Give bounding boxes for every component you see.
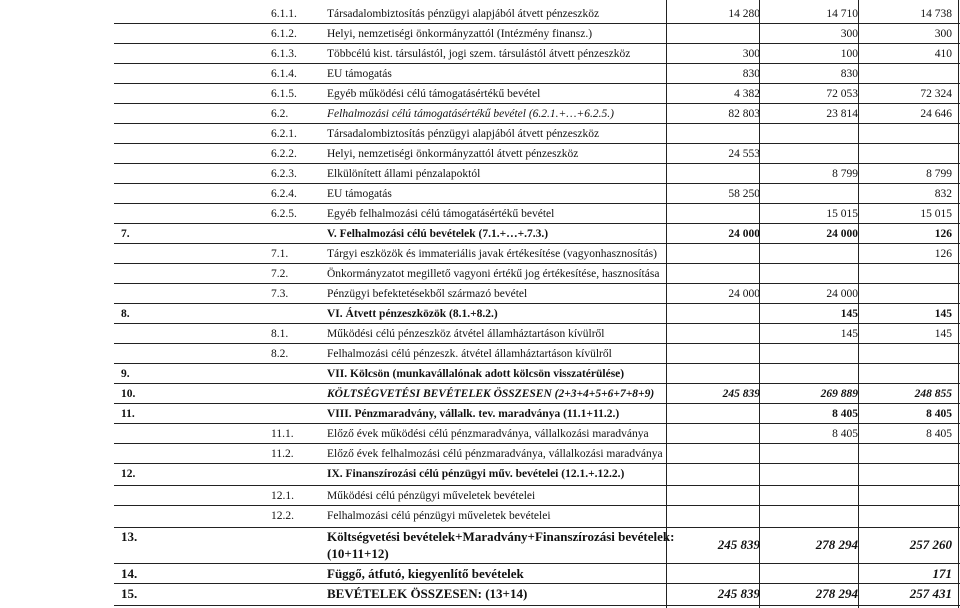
- row-label-continued: (10+11+12): [327, 546, 389, 561]
- row-code: 6.1.1.: [271, 8, 297, 20]
- table-row: [0, 284, 960, 304]
- row-label: Működési célú pénzeszköz átvétel államháztartáson kívülről: [327, 328, 605, 340]
- row-code: 6.2.5.: [271, 208, 297, 220]
- value-1: 82 803: [728, 108, 760, 120]
- value-3: 14 738: [920, 8, 952, 20]
- value-3: 171: [932, 566, 952, 581]
- table-row: [0, 84, 960, 104]
- row-divider: [114, 605, 960, 606]
- row-label: Pénzügyi befektetésekből származó bevétel: [327, 288, 528, 300]
- value-3: 410: [934, 48, 952, 60]
- row-label: Előző évek működési célú pénzmaradványa, vállalkozási maradványa: [327, 428, 649, 440]
- value-2: 278 294: [815, 537, 858, 552]
- row-label: Függő, átfutó, kiegyenlítő bevételek: [327, 566, 524, 581]
- value-1: 245 839: [722, 388, 760, 400]
- value-1: 24 553: [728, 148, 760, 160]
- table-row: [0, 528, 960, 564]
- value-2: 278 294: [815, 586, 858, 601]
- row-label: EU támogatás: [327, 68, 392, 80]
- value-2: 8 405: [832, 428, 858, 440]
- row-label: V. Felhalmozási célú bevételek (7.1.+…+.7.3.): [327, 228, 549, 240]
- value-2: 24 000: [826, 228, 858, 240]
- value-1: 4 382: [734, 88, 760, 100]
- value-1: 14 280: [728, 8, 760, 20]
- row-code: 6.1.3.: [271, 48, 297, 60]
- row-label: IX. Finanszírozási célú pénzügyi műv. bevételei (12.1.+.12.2.): [327, 468, 625, 480]
- table-row: [0, 304, 960, 324]
- row-code: 7.3.: [271, 288, 289, 300]
- value-2: 830: [840, 68, 858, 80]
- table-row: [0, 124, 960, 144]
- table-row: [0, 404, 960, 424]
- row-label: BEVÉTELEK ÖSSZESEN: (13+14): [327, 586, 528, 601]
- row-label: Társadalombiztosítás pénzügyi alapjából átvett pénzeszköz: [327, 8, 600, 20]
- value-3: 24 646: [920, 108, 952, 120]
- row-label: Előző évek felhalmozási célú pénzmaradványa, vállalkozási maradványa: [327, 448, 663, 460]
- value-2: 100: [840, 48, 858, 60]
- value-3: 145: [934, 328, 952, 340]
- row-label: VIII. Pénzmaradvány, vállalk. tev. maradványa (11.1+11.2.): [327, 408, 620, 420]
- value-3: 145: [934, 308, 952, 320]
- table-row: [0, 224, 960, 244]
- row-label: Társadalombiztosítás pénzügyi alapjából átvett pénzeszköz: [327, 128, 600, 140]
- value-2: 300: [840, 28, 858, 40]
- value-2: 24 000: [826, 288, 858, 300]
- row-code: 7.2.: [271, 268, 289, 280]
- row-number: 13.: [121, 529, 138, 544]
- table-row: [0, 44, 960, 64]
- value-1: 300: [742, 48, 760, 60]
- row-label: Elkülönített állami pénzalapoktól: [327, 168, 481, 180]
- value-3: 8 405: [926, 408, 952, 420]
- table-row: [0, 264, 960, 284]
- row-code: 6.2.: [271, 108, 289, 120]
- row-label: Egyéb felhalmozási célú támogatásértékű bevétel: [327, 208, 555, 220]
- table-row: [0, 364, 960, 384]
- row-code: 6.2.3.: [271, 168, 297, 180]
- table-row: [0, 4, 960, 24]
- table-row: [0, 64, 960, 84]
- table-row: [0, 384, 960, 404]
- row-label: Helyi, nemzetiségi önkormányzattól (Intézmény finansz.): [327, 28, 593, 40]
- row-label: Működési célú pénzügyi műveletek bevételei: [327, 490, 536, 502]
- table-row: [0, 324, 960, 344]
- row-label: VII. Kölcsön (munkavállalónak adott kölcsön visszatérülése): [327, 368, 625, 380]
- value-2: 8 405: [832, 408, 858, 420]
- row-code: 8.1.: [271, 328, 289, 340]
- table-row: [0, 444, 960, 464]
- value-2: 269 889: [820, 388, 858, 400]
- row-label: Tárgyi eszközök és immateriális javak értékesítése (vagyonhasznosítás): [327, 248, 657, 260]
- value-1: 24 000: [728, 288, 760, 300]
- row-label: EU támogatás: [327, 188, 392, 200]
- table-row: [0, 244, 960, 264]
- value-1: 245 839: [717, 537, 760, 552]
- row-label: Felhalmozási célú pénzügyi műveletek bevételei: [327, 510, 551, 522]
- table-row: [0, 424, 960, 444]
- row-code: 12.1.: [271, 490, 294, 502]
- table-row: [0, 24, 960, 44]
- table-row: [0, 184, 960, 204]
- row-code: 6.1.4.: [271, 68, 297, 80]
- row-code: 6.1.5.: [271, 88, 297, 100]
- row-number: 11.: [121, 408, 135, 420]
- table-row: [0, 204, 960, 224]
- table-row: [0, 564, 960, 584]
- row-label: Felhalmozási célú támogatásértékű bevétel (6.2.1.+…+6.2.5.): [327, 108, 614, 120]
- value-3: 8 405: [926, 428, 952, 440]
- row-number: 10.: [121, 388, 136, 400]
- value-2: 23 814: [826, 108, 858, 120]
- table-row: [0, 144, 960, 164]
- row-label: Többcélú kist. társulástól, jogi szem. társulástól átvett pénzeszköz: [327, 48, 631, 60]
- table-row: [0, 486, 960, 506]
- table-row: [0, 584, 960, 606]
- row-number: 12.: [121, 468, 136, 480]
- row-code: 12.2.: [271, 510, 294, 522]
- value-2: 14 710: [826, 8, 858, 20]
- value-1: 24 000: [728, 228, 760, 240]
- value-2: 15 015: [826, 208, 858, 220]
- row-label: Költségvetési bevételek+Maradvány+Finanszírozási bevételek:: [327, 529, 675, 544]
- row-code: 6.2.2.: [271, 148, 297, 160]
- value-3: 126: [934, 228, 952, 240]
- value-2: 145: [840, 328, 858, 340]
- row-label: VI. Átvett pénzeszközök (8.1.+8.2.): [327, 308, 498, 320]
- table-row: [0, 164, 960, 184]
- value-3: 15 015: [920, 208, 952, 220]
- row-number: 8.: [121, 308, 130, 320]
- value-3: 257 431: [909, 586, 952, 601]
- table-row: [0, 464, 960, 486]
- value-3: 257 260: [909, 537, 952, 552]
- value-1: 58 250: [728, 188, 760, 200]
- row-code: 6.1.2.: [271, 28, 297, 40]
- row-code: 11.1.: [271, 428, 294, 440]
- row-label: Felhalmozási célú pénzeszk. átvétel államháztartáson kívülről: [327, 348, 612, 360]
- table-row: [0, 104, 960, 124]
- value-2: 8 799: [832, 168, 858, 180]
- value-3: 72 324: [920, 88, 952, 100]
- value-3: 300: [934, 28, 952, 40]
- value-1: 245 839: [717, 586, 760, 601]
- table-row: [0, 344, 960, 364]
- value-3: 248 855: [914, 388, 952, 400]
- row-number: 14.: [121, 566, 138, 581]
- row-label: KÖLTSÉGVETÉSI BEVÉTELEK ÖSSZESEN (2+3+4+5+6+7+8+9): [327, 388, 655, 400]
- row-label: Önkormányzatot megillető vagyoni értékű jog értékesítése, hasznosítása: [327, 268, 660, 280]
- row-number: 15.: [121, 586, 138, 601]
- row-code: 6.2.1.: [271, 128, 297, 140]
- row-label: Helyi, nemzetiségi önkormányzattól átvett pénzeszköz: [327, 148, 579, 160]
- value-2: 72 053: [826, 88, 858, 100]
- row-number: 7.: [121, 228, 130, 240]
- row-label: Egyéb működési célú támogatásértékű bevétel: [327, 88, 541, 100]
- row-code: 6.2.4.: [271, 188, 297, 200]
- value-2: 145: [840, 308, 858, 320]
- value-3: 126: [934, 248, 952, 260]
- table-row: [0, 506, 960, 528]
- row-code: 8.2.: [271, 348, 289, 360]
- value-3: 8 799: [926, 168, 952, 180]
- row-number: 9.: [121, 368, 130, 380]
- row-code: 7.1.: [271, 248, 289, 260]
- row-code: 11.2.: [271, 448, 294, 460]
- value-1: 830: [742, 68, 760, 80]
- value-3: 832: [934, 188, 952, 200]
